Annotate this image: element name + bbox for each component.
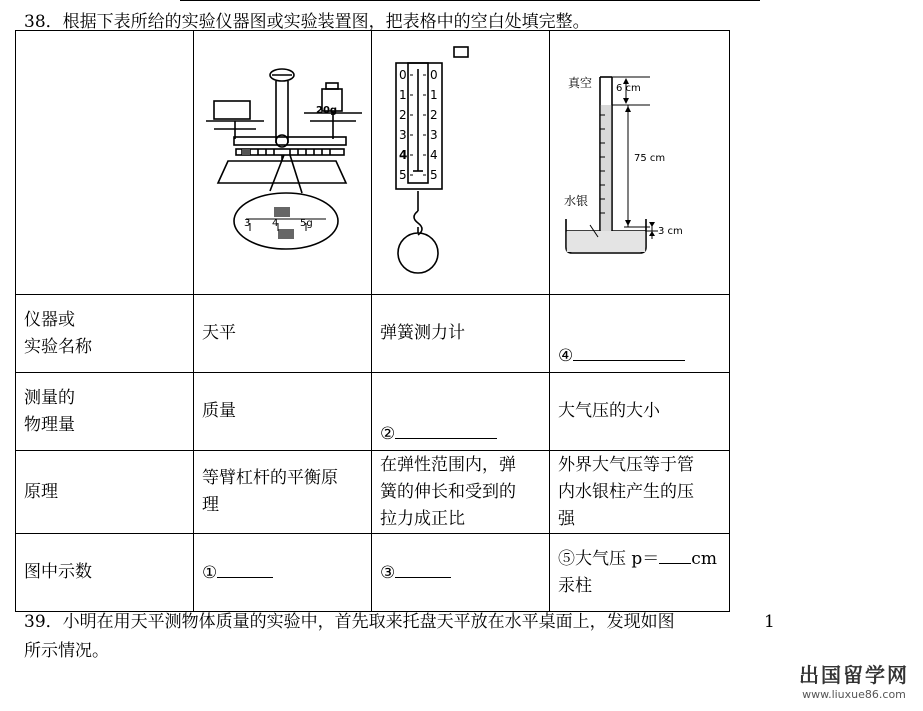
figure-number: 1 [764, 612, 775, 632]
weight-label: 20g [316, 105, 338, 116]
cell-blank-1[interactable]: ① [194, 534, 372, 612]
answer-blank-4[interactable] [573, 342, 685, 361]
figure-row [16, 31, 730, 295]
row3-header: 原理 [16, 451, 194, 534]
balance-figure-cell [194, 31, 372, 295]
scale-tick-4: 4 [272, 218, 279, 229]
spring-tick-l-0: 0 [399, 68, 407, 82]
balance-diagram [194, 31, 370, 285]
scale-tick-5g: 5g [300, 218, 313, 229]
answer-blank-3[interactable] [395, 559, 451, 578]
cell-blank-3[interactable]: ③ [372, 534, 550, 612]
spring-tick-l-1: 1 [399, 88, 407, 102]
spring-tick-l-4: 4 [399, 148, 408, 162]
gap-6cm-label: 6 cm [616, 83, 641, 94]
row2-header: 测量的 物理量 [16, 373, 194, 451]
cell-blank-2[interactable]: ② [372, 373, 550, 451]
row-quantity [16, 373, 730, 451]
vacuum-label: 真空 [568, 76, 593, 90]
question-39-prompt: 39．小明在用天平测物体质量的实验中，首先取来托盘天平放在水平桌面上，发现如图 1 所示情况。 [24, 608, 784, 666]
spring-tick-r-3: 3 [430, 128, 438, 142]
cell-blank-5[interactable]: ⑤大气压 p＝ cm 汞柱 [550, 534, 730, 612]
cell-pressure-principle: 外界大气压等于管 内水银柱产生的压 强 [550, 451, 730, 534]
spring-tick-l-3: 3 [399, 128, 407, 142]
cell-hooke-principle: 在弹性范围内，弹 簧的伸长和受到的 拉力成正比 [372, 451, 550, 534]
cell-spring-name: 弹簧测力计 [372, 295, 550, 373]
scale-tick-3: 3 [244, 218, 251, 229]
row-principle [16, 451, 730, 534]
row-reading [16, 534, 730, 612]
depth-3cm-label: 3 cm [658, 226, 683, 237]
watermark-logo: 出国留学网 www.liuxue86.com [799, 663, 909, 701]
spring-scale-diagram [372, 31, 548, 285]
barometer-figure-cell [550, 31, 730, 295]
spring-tick-r-5: 5 [430, 168, 438, 182]
torricelli-diagram [550, 31, 728, 285]
spring-tick-r-4: 4 [430, 148, 438, 162]
answer-blank-5[interactable] [659, 545, 691, 564]
experiment-table [15, 30, 730, 612]
cell-pressure: 大气压的大小 [550, 373, 730, 451]
row1-header: 仪器或 实验名称 [16, 295, 194, 373]
cell-blank-4[interactable]: ④ [550, 295, 730, 373]
cell-lever-principle: 等臂杠杆的平衡原 理 [194, 451, 372, 534]
cell-balance-name: 天平 [194, 295, 372, 373]
spring-tick-r-0: 0 [430, 68, 438, 82]
mercury-label: 水银 [564, 194, 589, 208]
spring-scale-figure-cell [372, 31, 550, 295]
spring-tick-l-2: 2 [399, 108, 407, 122]
cell-mass: 质量 [194, 373, 372, 451]
question-38-prompt: 38．根据下表所给的实验仪器图或实验装置图，把表格中的空白处填完整。 [24, 12, 590, 32]
header-rule [180, 0, 760, 1]
answer-blank-2[interactable] [395, 420, 497, 439]
spring-tick-r-2: 2 [430, 108, 438, 122]
answer-blank-1[interactable] [217, 559, 273, 578]
empty-corner-cell [16, 31, 194, 295]
row-instrument [16, 295, 730, 373]
spring-tick-l-5: 5 [399, 168, 407, 182]
spring-tick-r-1: 1 [430, 88, 438, 102]
column-75cm-label: 75 cm [634, 153, 666, 164]
row4-header: 图中示数 [16, 534, 194, 612]
